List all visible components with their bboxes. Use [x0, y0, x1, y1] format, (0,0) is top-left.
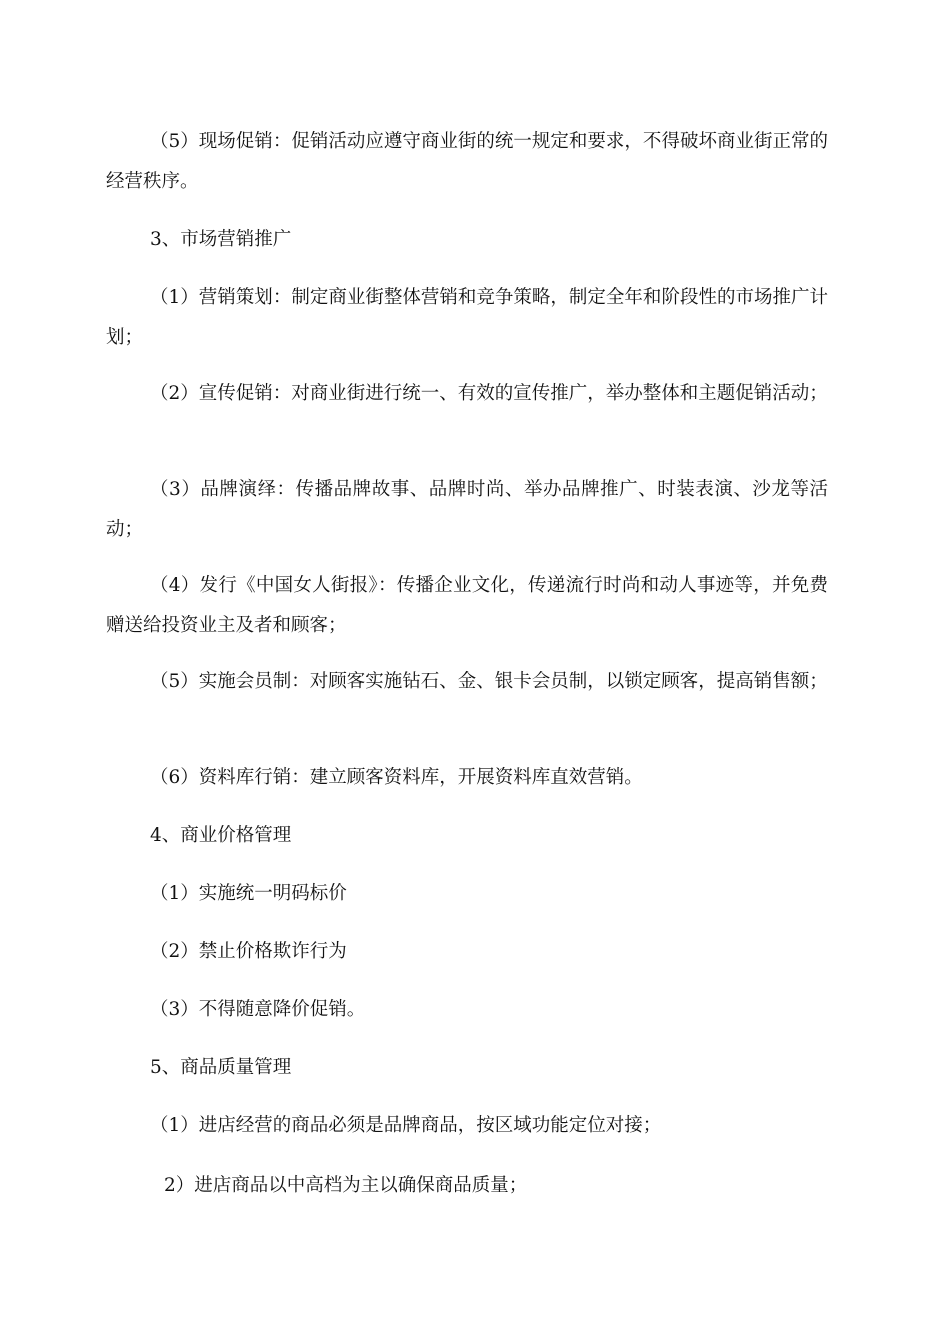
paragraph-mid-high-end-goods: 2）进店商品以中高档为主以确保商品质量； — [164, 1175, 528, 1196]
heading-marketing-promotion: 3、市场营销推广 — [150, 229, 292, 250]
heading-quality-management: 5、商品质量管理 — [150, 1057, 292, 1078]
paragraph-brand-goods: （1）进店经营的商品必须是品牌商品，按区域功能定位对接； — [150, 1115, 662, 1136]
paragraph-marketing-planning: （1）营销策划：制定商业街整体营销和竞争策略，制定全年和阶段性的市场推广计划； — [106, 287, 828, 348]
paragraph-onsite-promotion: （5）现场促销：促销活动应遵守商业街的统一规定和要求，不得破坏商业街正常的经营秩序。 — [106, 131, 828, 192]
paragraph-newspaper-publication: （4）发行《中国女人街报》：传播企业文化，传递流行时尚和动人事迹等，并免费赠送给投资业主及者和顾客； — [106, 575, 828, 636]
paragraph-database-marketing: （6）资料库行销：建立顾客资料库，开展资料库直效营销。 — [150, 767, 643, 788]
paragraph-brand-interpretation: （3）品牌演绎：传播品牌故事、品牌时尚、举办品牌推广、时装表演、沙龙等活动； — [106, 479, 828, 540]
heading-price-management: 4、商业价格管理 — [150, 825, 292, 846]
paragraph-unified-pricing: （1）实施统一明码标价 — [150, 883, 347, 904]
paragraph-publicity-promotion: （2）宣传促销：对商业街进行统一、有效的宣传推广，举办整体和主题促销活动； — [150, 383, 828, 404]
paragraph-membership: （5）实施会员制：对顾客实施钻石、金、银卡会员制，以锁定顾客，提高销售额； — [150, 671, 828, 692]
paragraph-no-price-fraud: （2）禁止价格欺诈行为 — [150, 941, 347, 962]
paragraph-no-random-discount: （3）不得随意降价促销。 — [150, 999, 366, 1020]
